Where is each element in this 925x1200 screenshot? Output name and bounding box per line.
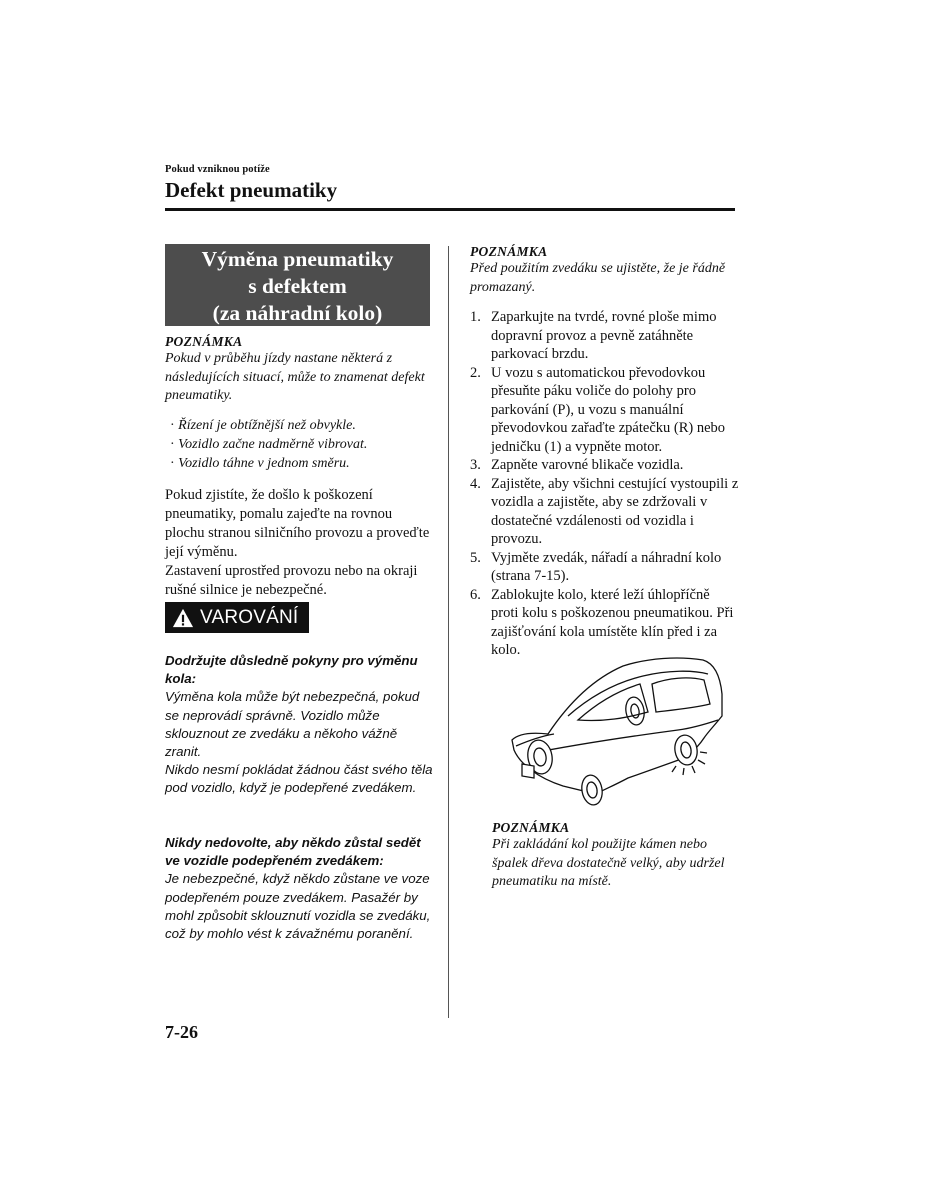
- step-number: 4.: [470, 475, 481, 492]
- warning-title: Nikdy nedovolte, aby někdo zůstal sedět ve vozidle podepřeném zvedákem:: [165, 835, 421, 869]
- warning-title: Dodržujte důsledně pokyny pro výměnu kola:: [165, 653, 418, 687]
- list-item: [470, 586, 740, 660]
- warning-text: Je nebezpečné, když někdo zůstane ve voze podepřeném pouze zvedákem. Pasažér by mohl způsobit sklouznutí vozidla se zvedáku, což by mohlo vést k závažnému poranění.: [165, 871, 431, 942]
- body-paragraph: [165, 486, 433, 600]
- list-item: · Vozidlo táhne v jednom směru.: [165, 454, 433, 473]
- warning-text: Výměna kola může být nebezpečná, pokud se neprovádí správně. Vozidlo může sklouznout ze zvedáku a někoho vážně zranit.: [165, 689, 420, 760]
- car-wheel-chock-illustration: [508, 654, 728, 809]
- title-rule: [165, 208, 735, 211]
- warning-label: VAROVÁNÍ: [200, 606, 299, 628]
- warning-block-2: [165, 834, 435, 943]
- right-note-2: [492, 820, 737, 892]
- list-item: [470, 456, 740, 475]
- step-text: Vyjměte zvedák, nářadí a náhradní kolo (strana 7-15).: [491, 549, 722, 584]
- section-label: Pokud vzniknou potíže: [165, 164, 270, 175]
- note-title: POZNÁMKA: [165, 334, 243, 349]
- note-title: POZNÁMKA: [492, 820, 570, 835]
- column-divider: [448, 246, 449, 1018]
- right-note: [470, 244, 735, 297]
- body-text-2: Zastavení uprostřed provozu nebo na okraji rušné silnice je nebezpečné.: [165, 562, 418, 598]
- note-text: Před použitím zvedáku se ujistěte, že je řádně promazaný.: [470, 261, 726, 295]
- warning-triangle-icon: [172, 607, 194, 629]
- warning-block-1: [165, 652, 435, 798]
- list-item: · Řízení je obtížnější než obvykle.: [165, 416, 433, 435]
- step-number: 2.: [470, 364, 481, 381]
- symptom-list: [165, 416, 433, 473]
- section-heading-line: s defektem: [248, 274, 347, 298]
- step-text: Zablokujte kolo, které leží úhlopříčně proti kolu s poškozenou pneumatikou. Při zajišťování kola umístěte klín před i za kolo.: [491, 586, 734, 658]
- warning-text: Nikdo nesmí pokládat žádnou část svého těla pod vozidlo, když je podepřené zvedákem.: [165, 762, 433, 796]
- step-number: 5.: [470, 549, 481, 566]
- step-text: Zajistěte, aby všichni cestující vystoupili z vozidla a zajistěte, aby se zdržovali v dostatečné vzdálenosti od vozidla i provozu.: [491, 475, 739, 547]
- list-item: [470, 364, 740, 457]
- body-text-1: Pokud zjistíte, že došlo k poškození pneumatiky, pomalu zajeďte na rovnou plochu stranou silničního provozu a proveďte její výměnu.: [165, 486, 430, 560]
- list-item: [470, 475, 740, 549]
- list-item: · Vozidlo začne nadměrně vibrovat.: [165, 435, 433, 454]
- step-list: [470, 308, 740, 660]
- list-item: [470, 308, 740, 364]
- note-text: Při zakládání kol použijte kámen nebo špalek dřeva dostatečně velký, aby udržel pneumatiku na místě.: [492, 837, 725, 889]
- step-number: 3.: [470, 457, 481, 473]
- step-text: U vozu s automatickou převodovkou přesuňte páku voliče do polohy pro parkování (P), u vozu s manuální převodovkou zařaďte zpátečku (R) nebo jedničku (1) a vypněte motor.: [491, 364, 726, 455]
- section-heading-line: Výměna pneumatiky: [201, 247, 394, 271]
- list-item: [470, 549, 740, 586]
- note-title: POZNÁMKA: [470, 244, 548, 259]
- section-heading-line: (za náhradní kolo): [212, 301, 383, 325]
- left-column: [165, 334, 433, 600]
- step-text: Zapněte varovné blikače vozidla.: [491, 457, 684, 473]
- warning-badge: [165, 602, 309, 633]
- step-number: 1.: [470, 309, 481, 325]
- step-text: Zaparkujte na tvrdé, rovné ploše mimo dopravní provoz a pevně zatáhněte parkovací brzdu.: [491, 309, 717, 362]
- step-number: 6.: [470, 586, 481, 603]
- section-heading-box: [165, 244, 430, 326]
- note-text: Pokud v průběhu jízdy nastane některá z následujících situací, může to znamenat defekt pneumatiky.: [165, 351, 425, 403]
- page-number: 7-26: [165, 1022, 198, 1042]
- page-title: Defekt pneumatiky: [165, 178, 338, 202]
